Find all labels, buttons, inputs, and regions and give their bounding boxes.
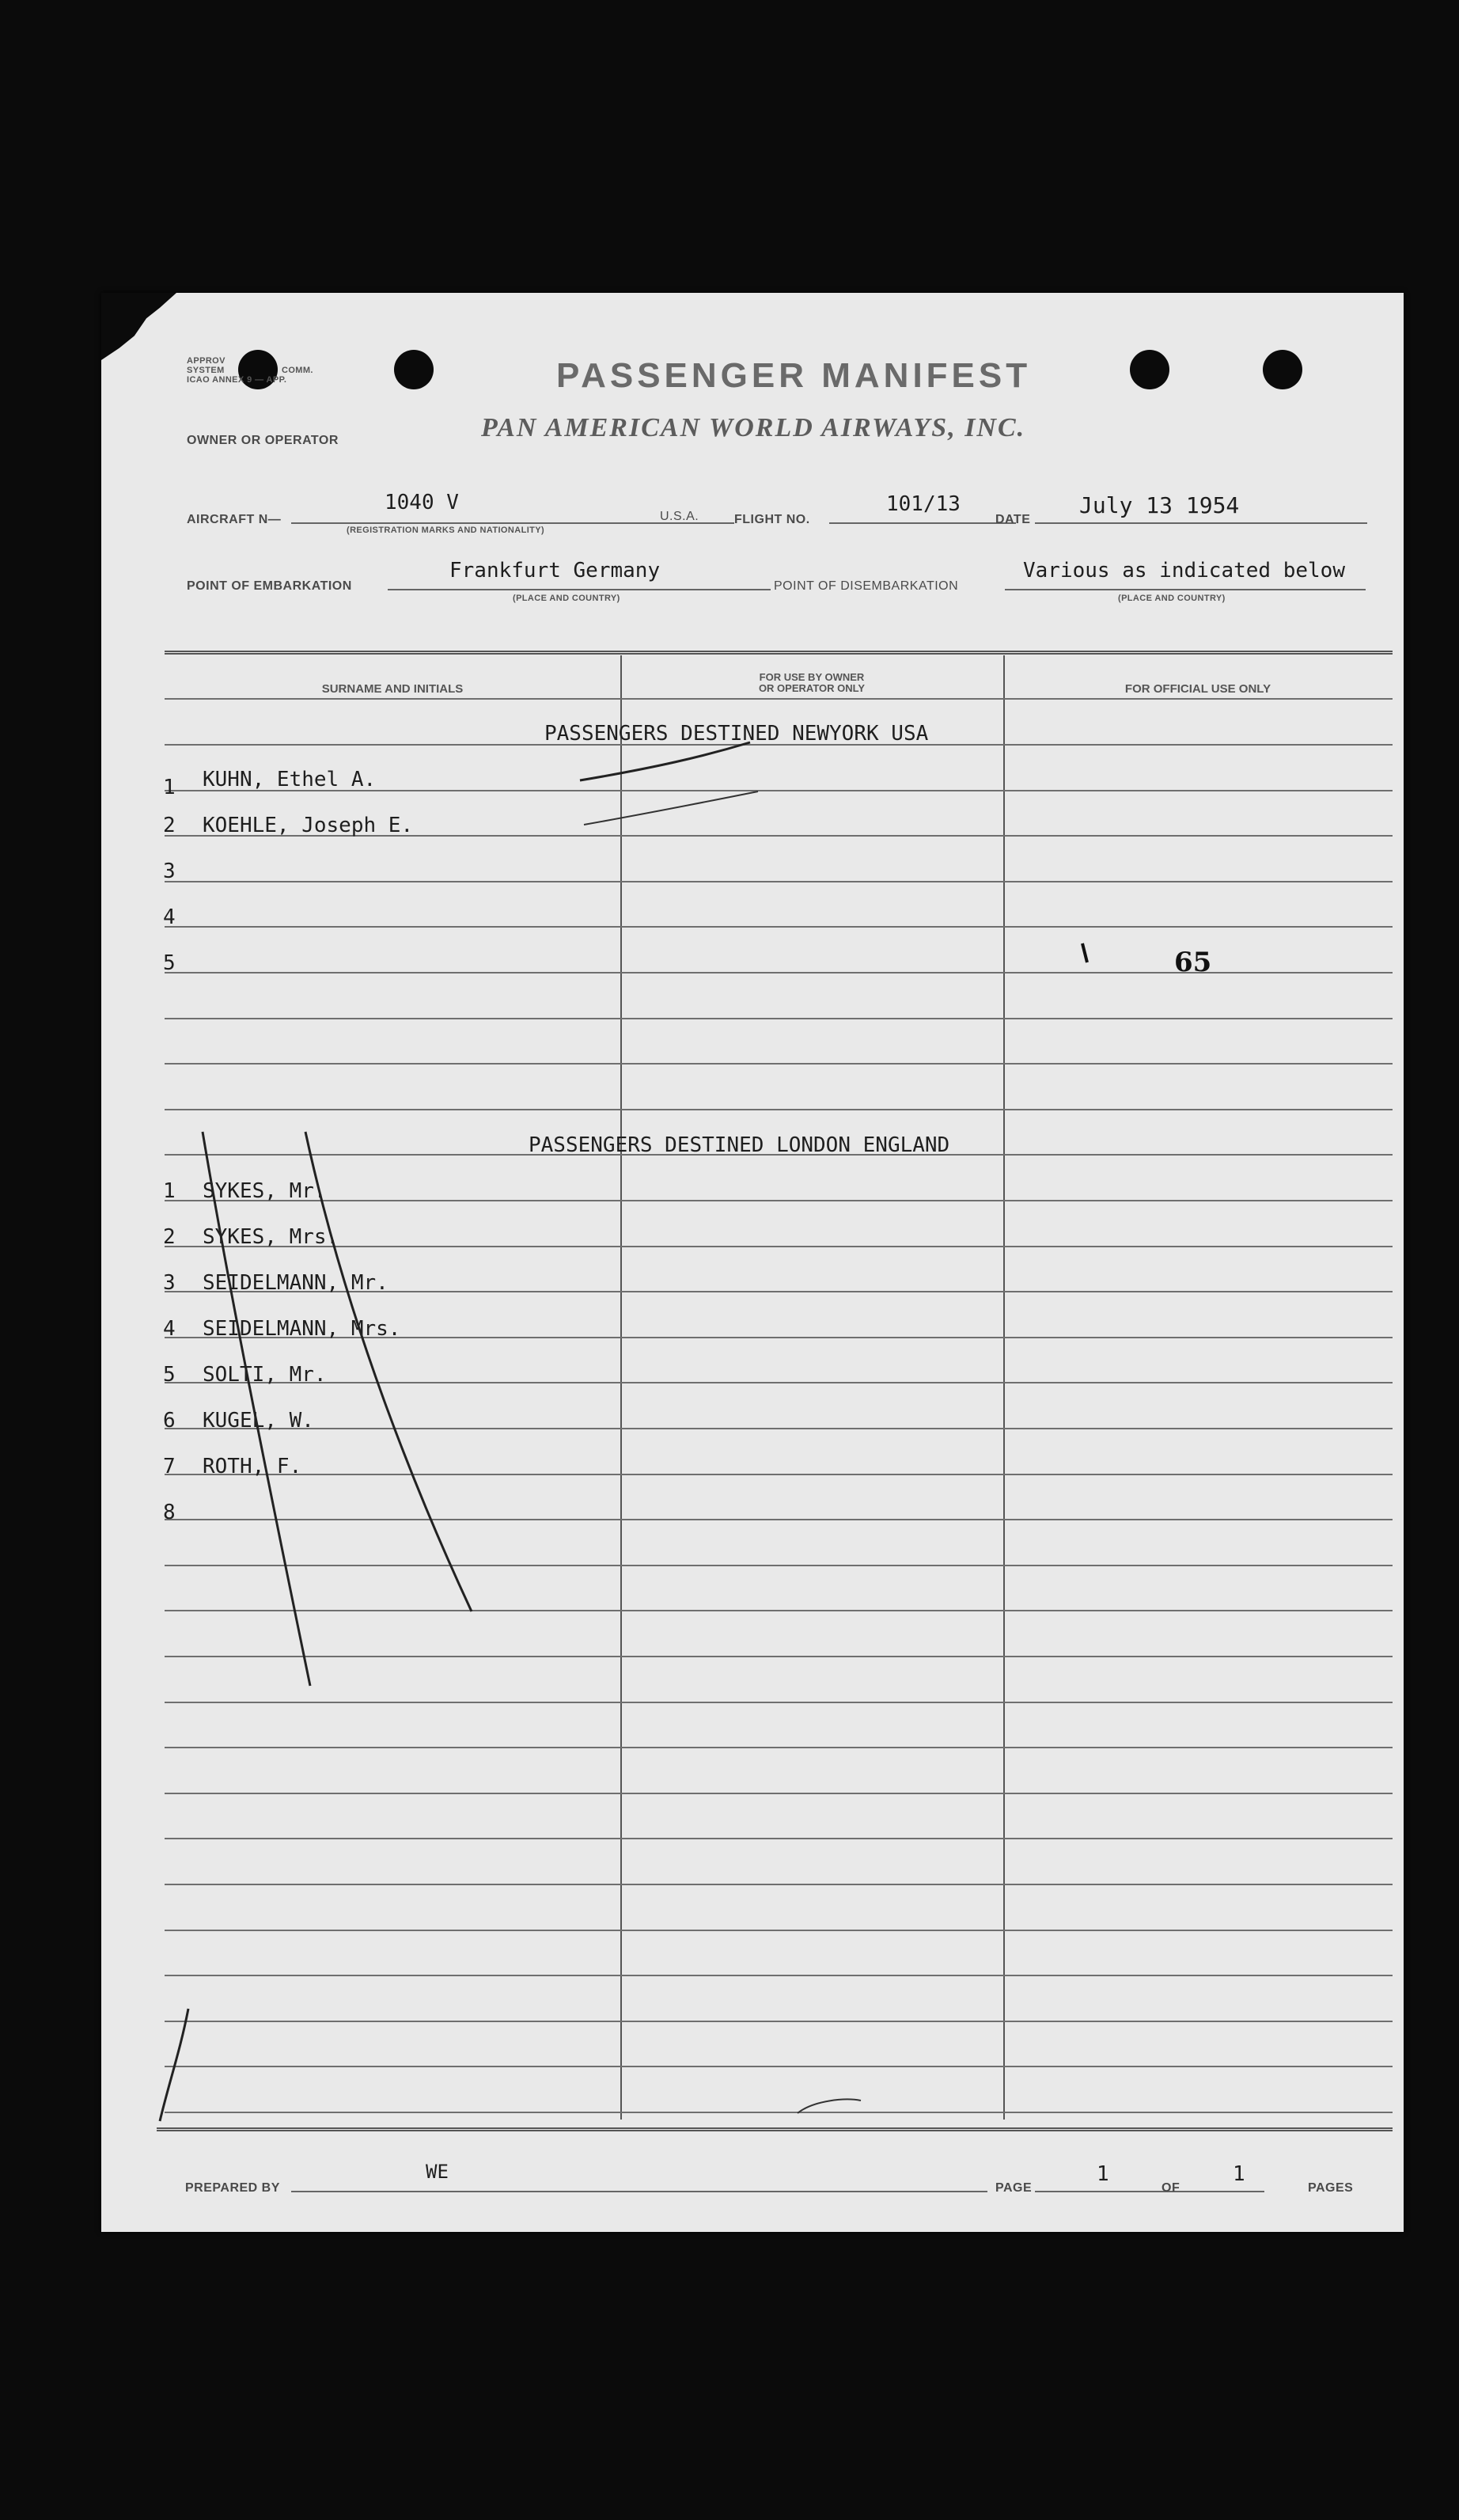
row-num: 6 — [163, 1409, 176, 1433]
group-heading-newyork: PASSENGERS DESTINED NEWYORK USA — [544, 722, 929, 746]
flight-no-value: 101/13 — [886, 492, 961, 516]
margin-stroke — [160, 2009, 188, 2121]
date-label: DATE — [995, 513, 1031, 526]
row-rule — [165, 1884, 1393, 1885]
disembarkation-value: Various as indicated below — [1023, 559, 1345, 583]
passenger-name: KUHN, Ethel A. — [203, 768, 377, 791]
passenger-name: SYKES, Mrs. — [203, 1225, 339, 1249]
punch-hole-center-right — [1130, 350, 1169, 389]
strike-stroke — [305, 1132, 472, 1611]
official-note: 65 — [1174, 947, 1212, 978]
row-num: 3 — [163, 1271, 176, 1295]
row-num: 4 — [163, 1317, 176, 1341]
pages-label: PAGES — [1308, 2181, 1354, 2195]
row-rule — [165, 1610, 1393, 1611]
row-rule — [165, 1793, 1393, 1794]
col-owner-use-2: OR OPERATOR ONLY — [758, 682, 866, 694]
disembarkation-label: POINT OF DISEMBARKATION — [774, 579, 959, 593]
row-num: 4 — [163, 905, 176, 929]
owner-operator-label: OWNER OR OPERATOR — [187, 434, 339, 447]
row-num: 3 — [163, 860, 176, 883]
passenger-name: KUGEL, W. — [203, 1409, 314, 1433]
of-label: OF — [1162, 2181, 1180, 2195]
col-surname: SURNAME AND INITIALS — [321, 682, 464, 696]
page-title: PASSENGER MANIFEST — [556, 356, 1032, 395]
tick-stroke — [1082, 943, 1087, 962]
check-stroke — [584, 791, 758, 825]
row-rule — [165, 1702, 1393, 1703]
disembarkation-sublabel: (PLACE AND COUNTRY) — [1118, 594, 1226, 603]
col-owner-use-1: FOR USE BY OWNER — [759, 671, 865, 683]
embarkation-label: POINT OF EMBARKATION — [187, 579, 352, 593]
aircraft-label: AIRCRAFT N— — [187, 513, 282, 526]
row-num: 2 — [163, 1225, 176, 1249]
page-value: 1 — [1097, 2162, 1109, 2186]
embarkation-value: Frankfurt Germany — [449, 559, 661, 583]
passenger-name: SEIDELMANN, Mr. — [203, 1271, 388, 1295]
prepared-by-value: WE — [426, 2161, 449, 2183]
row-rule — [165, 1109, 1393, 1110]
row-rule — [165, 1382, 1393, 1383]
row-rule — [165, 1063, 1393, 1065]
row-num: 5 — [163, 1363, 176, 1387]
row-rule — [165, 1474, 1393, 1475]
usa-label: U.S.A. — [660, 510, 699, 523]
row-rule — [165, 2112, 1393, 2113]
date-value: July 13 1954 — [1079, 492, 1240, 518]
approval-line-1: APPROV — [187, 356, 225, 366]
passenger-name: SOLTI, Mr. — [203, 1363, 327, 1387]
operator-name: PAN AMERICAN WORLD AIRWAYS, INC. — [481, 413, 1026, 442]
row-rule — [165, 881, 1393, 882]
passenger-name: SYKES, Mr. — [203, 1179, 327, 1203]
approval-line-3: COMM. — [282, 366, 313, 375]
row-rule — [165, 698, 1393, 700]
prepared-by-label: PREPARED BY — [185, 2181, 280, 2195]
row-rule — [165, 1656, 1393, 1657]
approval-line-2: SYSTEM — [187, 366, 225, 375]
row-rule — [165, 926, 1393, 928]
row-rule — [165, 2066, 1393, 2067]
embarkation-sublabel: (PLACE AND COUNTRY) — [513, 594, 620, 603]
approval-line-4: ICAO ANNEX 9 — APP. — [187, 375, 287, 385]
row-num: 5 — [163, 951, 176, 975]
row-num: 1 — [163, 1179, 176, 1203]
row-rule — [165, 1246, 1393, 1247]
row-rule — [165, 1519, 1393, 1520]
row-rule — [165, 1747, 1393, 1748]
passenger-name: KOEHLE, Joseph E. — [203, 814, 414, 837]
torn-corner — [101, 293, 176, 360]
col-official: FOR OFFICIAL USE ONLY — [1124, 682, 1271, 696]
row-rule — [165, 1018, 1393, 1019]
aircraft-sublabel: (REGISTRATION MARKS AND NATIONALITY) — [347, 526, 545, 535]
row-num: 2 — [163, 814, 176, 837]
group-heading-london: PASSENGERS DESTINED LONDON ENGLAND — [529, 1133, 950, 1157]
row-rule — [165, 1838, 1393, 1839]
manifest-sheet — [101, 293, 1404, 2232]
row-rule — [165, 2021, 1393, 2022]
row-num: 8 — [163, 1501, 176, 1524]
row-num: 1 — [163, 776, 176, 799]
flight-no-label: FLIGHT NO. — [734, 513, 810, 526]
row-rule — [165, 1975, 1393, 1976]
row-rule — [165, 1565, 1393, 1566]
page-label: PAGE — [995, 2181, 1033, 2195]
row-num: 7 — [163, 1455, 176, 1478]
passenger-name: ROTH, F. — [203, 1455, 302, 1478]
pages-value: 1 — [1233, 2162, 1245, 2186]
passenger-name: SEIDELMANN, Mrs. — [203, 1317, 401, 1341]
row-rule — [165, 1200, 1393, 1201]
aircraft-value: 1040 V — [385, 491, 459, 514]
row-rule — [165, 1428, 1393, 1429]
row-rule — [165, 1930, 1393, 1931]
punch-hole-right — [1263, 350, 1302, 389]
punch-hole-center-left — [394, 350, 434, 389]
check-stroke — [580, 742, 750, 780]
